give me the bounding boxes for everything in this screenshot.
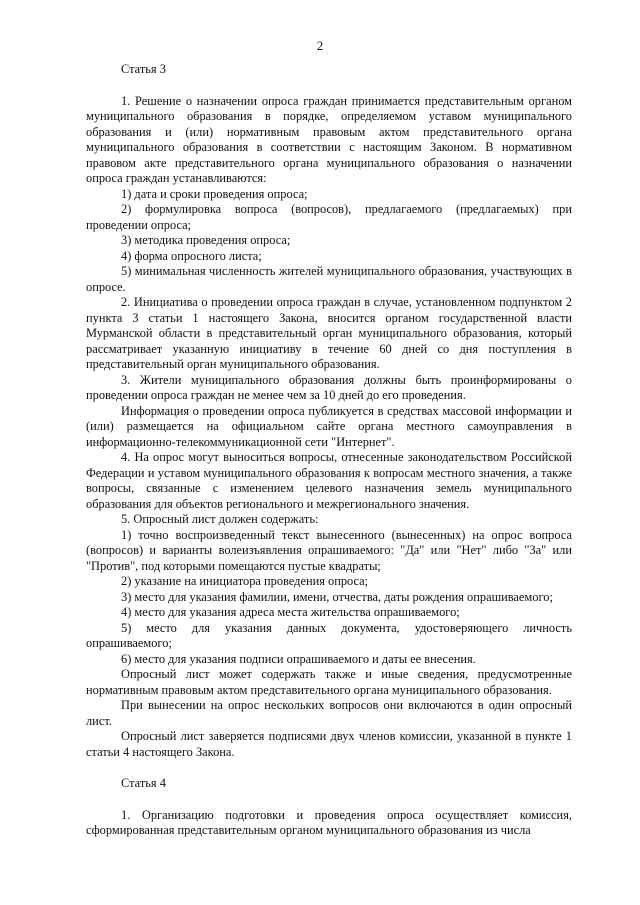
article-4-paragraph-1: 1. Организацию подготовки и проведения опроса осуществляет комиссия, сформированная представительным органом муниципального образования из числа <box>86 807 572 837</box>
article-3-item-2: 2) формулировка вопроса (вопросов), предлагаемого (предлагаемых) при проведении опроса; <box>86 202 572 232</box>
article-3-item-3: 3) методика проведения опроса; <box>121 233 291 247</box>
questionnaire-item-6: 6) место для указания подписи опрашиваемого и даты ее внесения. <box>121 651 476 666</box>
spacer <box>86 760 572 776</box>
page-number: 2 <box>316 38 324 53</box>
questionnaire-item-3: 3) место для указания фамилии, имени, отчества, даты рождения опрашиваемого; <box>121 589 553 604</box>
questionnaire-item-4: 4) место для указания адреса места жительства опрашиваемого; <box>121 605 460 619</box>
document-content <box>86 62 572 839</box>
article-3-paragraph-8: Опросный лист заверяется подписями двух членов комиссии, указанной в пункте 1 статьи 4 настоящего Закона. <box>86 729 572 759</box>
article-3-paragraph-7: При вынесении на опрос нескольких вопросов они включаются в один опросный лист. <box>86 698 572 728</box>
spacer <box>86 78 572 94</box>
questionnaire-item-2: 2) указание на инициатора проведения опроса; <box>121 574 369 588</box>
article-3-item-4: 4) форма опросного листа; <box>121 248 262 263</box>
article-3-paragraph-2: 2. Инициатива о проведении опроса граждан в случае, установленном подпунктом 2 пункта 3 статьи 1 настоящего Закона, вносится органом государственной власти Мурманской области в представительный орган муниципального образования, который рассматривает указанную инициативу в течение 60 дней со дня поступления в представительный орган муниципального образования. <box>86 295 572 371</box>
questionnaire-item-5: 5) место для указания данных документа, удостоверяющего личность опрашиваемого; <box>86 620 572 650</box>
article-3-paragraph-3-info: Информация о проведении опроса публикуется в средствах массовой информации и (или) размещается на официальном сайте органа местного самоуправления в информационно-телекоммуникационной сети "Интернет". <box>86 403 572 449</box>
article-3-paragraph-3: 3. Жители муниципального образования должны быть проинформированы о проведении опроса граждан не менее чем за 10 дней до его проведения. <box>86 372 572 402</box>
article-3-paragraph-6: Опросный лист может содержать также и иные сведения, предусмотренные нормативным правовым актом представительного органа муниципального образования. <box>86 667 572 697</box>
article-3-paragraph-1: 1. Решение о назначении опроса граждан принимается представительным органом муниципального образования в порядке, определяемом уставом муниципального образования и (или) нормативным правовым актом представительного органа муниципального образования в соответствии с настоящим Законом. В нормативном правовом акте представительного органа муниципального образования о назначении опроса граждан устанавливаются: <box>86 93 572 185</box>
article-3-heading: Статья 3 <box>121 62 166 76</box>
article-3-paragraph-4: 4. На опрос могут выноситься вопросы, отнесенные законодательством Российской Федерации и уставом муниципального образования к вопросам местного значения, а также вопросы, связанные с изменением целевого назначения земель муниципального образования для объектов регионального и межрегионального значения. <box>86 450 572 511</box>
questionnaire-item-1: 1) точно воспроизведенный текст вынесенного (вынесенных) на опрос вопроса (вопросов) и варианты волеизъявления опрашиваемого: "Да" или "Нет" либо "За" или "Против", под которыми помещаются пустые квадраты; <box>86 527 572 573</box>
article-3-item-5: 5) минимальная численность жителей муниципального образования, участвующих в опросе. <box>86 264 572 294</box>
article-4-heading: Статья 4 <box>121 776 166 790</box>
article-3-paragraph-5: 5. Опросный лист должен содержать: <box>121 512 319 526</box>
spacer <box>86 792 572 808</box>
article-3-item-1: 1) дата и сроки проведения опроса; <box>121 186 308 201</box>
